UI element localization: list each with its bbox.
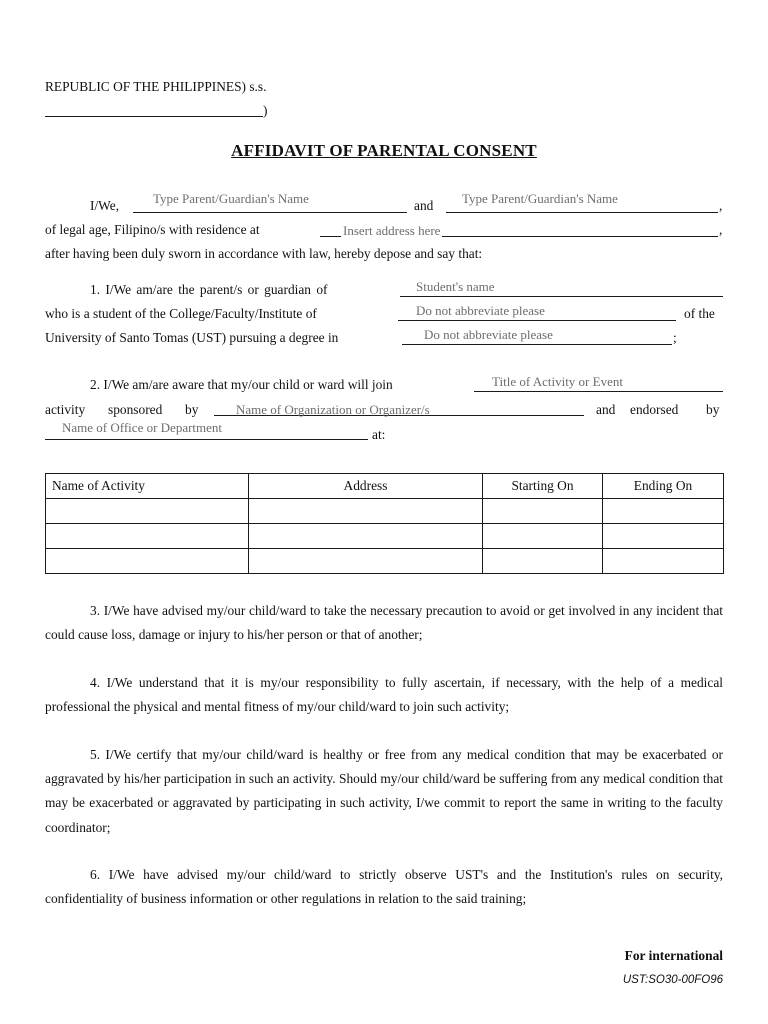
degree-field-line[interactable]	[402, 344, 672, 345]
student-of-text: who is a student of the College/Faculty/Institute of	[45, 306, 317, 321]
semicolon-1: ;	[673, 330, 677, 345]
table-cell[interactable]	[603, 524, 724, 549]
by2-word: by	[706, 402, 720, 417]
at-text: at:	[372, 427, 386, 442]
col-starting-on: Starting On	[483, 474, 603, 499]
col-address: Address	[249, 474, 483, 499]
col-name-of-activity: Name of Activity	[46, 474, 249, 499]
activity-title-field[interactable]: Title of Activity or Event	[492, 374, 623, 389]
parent1-field-line[interactable]	[133, 212, 407, 213]
table-row	[46, 499, 724, 524]
item1-lead: 1. I/We am/are the parent/s or guardian of	[90, 282, 328, 297]
parent2-name-field[interactable]: Type Parent/Guardian's Name	[462, 191, 618, 206]
college-field-line[interactable]	[398, 320, 676, 321]
international-note: For international	[624, 948, 723, 963]
comma-2: ,	[719, 222, 723, 237]
table-cell[interactable]	[46, 524, 249, 549]
paragraph-5: 5. I/We certify that my/our child/ward is healthy or free from any medical condition that may be exacerbated or aggravated by his/her participation in such an activity. Should my/our child/ward be suffering from any medical condition that may be exacerbated or aggravated by participating in such activity, I/we commit to report the same in writing to the faculty coordinator;	[45, 747, 723, 835]
sponsored-word: sponsored	[108, 402, 163, 417]
table-cell[interactable]	[483, 499, 603, 524]
parent2-field-line[interactable]	[446, 212, 718, 213]
and-label: and	[414, 198, 434, 213]
office-field[interactable]: Name of Office or Department	[62, 420, 223, 435]
ust-text: University of Santo Tomas (UST) pursuing a degree in	[45, 330, 339, 345]
parent1-name-field[interactable]: Type Parent/Guardian's Name	[153, 191, 309, 206]
item2-lead: 2. I/We am/are aware that my/our child or ward will join	[90, 377, 393, 392]
table-cell[interactable]	[46, 549, 249, 574]
header-blank-paren: )	[263, 103, 268, 118]
form-code: UST:SO30-00FO96	[622, 974, 723, 986]
sworn-text: after having been duly sworn in accordance with law, hereby depose and say that:	[45, 246, 483, 261]
and-endorsed-and: and	[596, 402, 616, 417]
table-cell[interactable]	[249, 499, 483, 524]
of-the-text: of the	[684, 306, 715, 321]
endorsed-word: endorsed	[630, 402, 679, 417]
degree-field[interactable]: Do not abbreviate please	[424, 327, 553, 342]
header-blank-line	[45, 116, 263, 117]
college-field[interactable]: Do not abbreviate please	[416, 303, 545, 318]
address-field[interactable]: Insert address here	[343, 223, 441, 238]
student-field-line[interactable]	[400, 296, 723, 297]
by-word: by	[185, 402, 199, 417]
table-cell[interactable]	[603, 499, 724, 524]
comma-1: ,	[719, 198, 723, 213]
page-title: AFFIDAVIT OF PARENTAL CONSENT	[231, 141, 537, 160]
student-name-field[interactable]: Student's name	[416, 279, 495, 294]
activity-word: activity	[45, 402, 86, 417]
col-ending-on: Ending On	[603, 474, 724, 499]
office-field-line[interactable]	[45, 439, 368, 440]
republic-header: REPUBLIC OF THE PHILIPPINES) s.s.	[45, 79, 267, 94]
organization-field[interactable]: Name of Organization or Organizer/s	[236, 402, 430, 417]
iwe-label: I/We,	[90, 198, 120, 213]
table-cell[interactable]	[46, 499, 249, 524]
table-cell[interactable]	[249, 549, 483, 574]
table-header-row	[46, 474, 724, 499]
activity-table	[45, 473, 724, 574]
table-row	[46, 524, 724, 549]
paragraph-4: 4. I/We understand that it is my/our responsibility to fully ascertain, if necessary, with the help of a medical professional the physical and mental fitness of my/our child/ward to join such activity;	[45, 675, 723, 715]
legal-age-text: of legal age, Filipino/s with residence at	[45, 222, 260, 237]
table-cell[interactable]	[249, 524, 483, 549]
table-cell[interactable]	[483, 549, 603, 574]
paragraph-6: 6. I/We have advised my/our child/ward to strictly observe UST's and the Institution's rules on security, confidentiality of business information or other regulations in relation to the said training;	[45, 867, 723, 907]
table-cell[interactable]	[483, 524, 603, 549]
paragraph-3: 3. I/We have advised my/our child/ward to take the necessary precaution to avoid or get involved in any incident that could cause loss, damage or injury to his/her person or that of another;	[45, 603, 723, 643]
activity-title-field-line[interactable]	[474, 391, 723, 392]
table-cell[interactable]	[603, 549, 724, 574]
table-row	[46, 549, 724, 574]
